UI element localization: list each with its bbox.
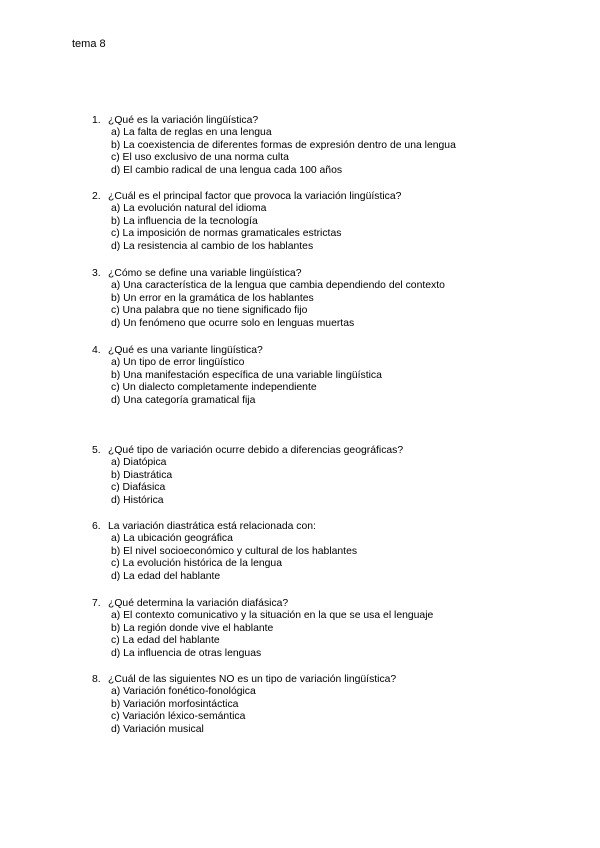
option-b: b) La región donde vive el hablante xyxy=(111,622,274,634)
question-number: 6. xyxy=(92,521,101,532)
option-b: b) La coexistencia de diferentes formas de expresión dentro de una lengua xyxy=(111,139,456,151)
option-b: b) Un error en la gramática de los hablantes xyxy=(111,292,314,304)
question-text: ¿Cuál es el principal factor que provoca la variación lingüística? xyxy=(108,191,402,202)
option-a: a) Diatópica xyxy=(111,457,167,468)
question-text: ¿Cuál de las siguientes NO es un tipo de variación lingüística? xyxy=(108,674,397,685)
option-a: a) El contexto comunicativo y la situación en la que se usa el lenguaje xyxy=(111,610,434,621)
option-a: a) La evolución natural del idioma xyxy=(111,203,267,214)
option-d: d) Un fenómeno que ocurre solo en lenguas muertas xyxy=(111,317,355,329)
option-b: b) Una manifestación específica de una variable lingüística xyxy=(111,369,382,381)
option-a: a) La ubicación geográfica xyxy=(111,533,233,544)
option-d: d) Una categoría gramatical fija xyxy=(111,394,256,406)
question-number: 2. xyxy=(92,191,101,202)
question-line xyxy=(0,444,600,457)
option-a: a) La falta de reglas en una lengua xyxy=(111,127,272,138)
question-line xyxy=(0,114,600,127)
question-text: ¿Qué es la variación lingüística? xyxy=(108,115,259,126)
option-c: c) El uso exclusivo de una norma culta xyxy=(111,152,289,164)
question-2 xyxy=(0,190,600,253)
question-line xyxy=(0,190,600,203)
question-line xyxy=(0,597,600,610)
option-c: c) Variación léxico-semántica xyxy=(111,711,246,723)
question-7 xyxy=(0,597,600,660)
option-d: d) La resistencia al cambio de los hablantes xyxy=(111,240,314,252)
option-a: a) Un tipo de error lingüístico xyxy=(111,357,245,368)
question-4 xyxy=(0,344,600,407)
question-3 xyxy=(0,267,600,330)
question-number: 7. xyxy=(92,598,101,609)
question-5 xyxy=(0,444,600,507)
option-d: d) Histórica xyxy=(111,494,164,506)
question-number: 1. xyxy=(92,115,101,126)
option-c: c) Diafásica xyxy=(111,482,166,494)
question-number: 3. xyxy=(92,268,101,279)
option-d: d) La edad del hablante xyxy=(111,570,221,582)
question-text: ¿Cómo se define una variable lingüística? xyxy=(108,268,302,279)
option-a: a) Variación fonético-fonológica xyxy=(111,686,256,697)
option-b: b) La influencia de la tecnología xyxy=(111,215,258,227)
question-text: ¿Qué determina la variación diafásica? xyxy=(108,598,289,609)
option-c: c) La evolución histórica de la lengua xyxy=(111,558,282,570)
question-text: ¿Qué tipo de variación ocurre debido a diferencias geográficas? xyxy=(108,445,404,456)
option-d: d) La influencia de otras lenguas xyxy=(111,647,262,659)
question-number: 8. xyxy=(92,674,101,685)
question-8 xyxy=(0,673,600,736)
question-number: 5. xyxy=(92,445,101,456)
question-text: ¿Qué es una variante lingüística? xyxy=(108,345,263,356)
question-line xyxy=(0,267,600,280)
question-number: 4. xyxy=(92,345,101,356)
option-d: d) Variación musical xyxy=(111,723,204,735)
question-line xyxy=(0,673,600,686)
option-c: c) La edad del hablante xyxy=(111,635,220,647)
question-line xyxy=(0,344,600,357)
question-1 xyxy=(0,114,600,177)
option-b: b) Variación morfosintáctica xyxy=(111,698,239,710)
option-c: c) Un dialecto completamente independiente xyxy=(111,382,317,394)
option-a: a) Una característica de la lengua que cambia dependiendo del contexto xyxy=(111,280,445,291)
question-6 xyxy=(0,520,600,583)
option-c: c) La imposición de normas gramaticales estrictas xyxy=(111,228,342,240)
option-b: b) El nivel socioeconómico y cultural de los hablantes xyxy=(111,545,358,557)
page-title: tema 8 xyxy=(72,38,106,50)
option-b: b) Diastrática xyxy=(111,469,173,481)
question-text: La variación diastrática está relacionada con: xyxy=(108,521,316,532)
option-d: d) El cambio radical de una lengua cada 100 años xyxy=(111,164,343,176)
option-c: c) Una palabra que no tiene significado fijo xyxy=(111,305,308,317)
question-line xyxy=(0,520,600,533)
